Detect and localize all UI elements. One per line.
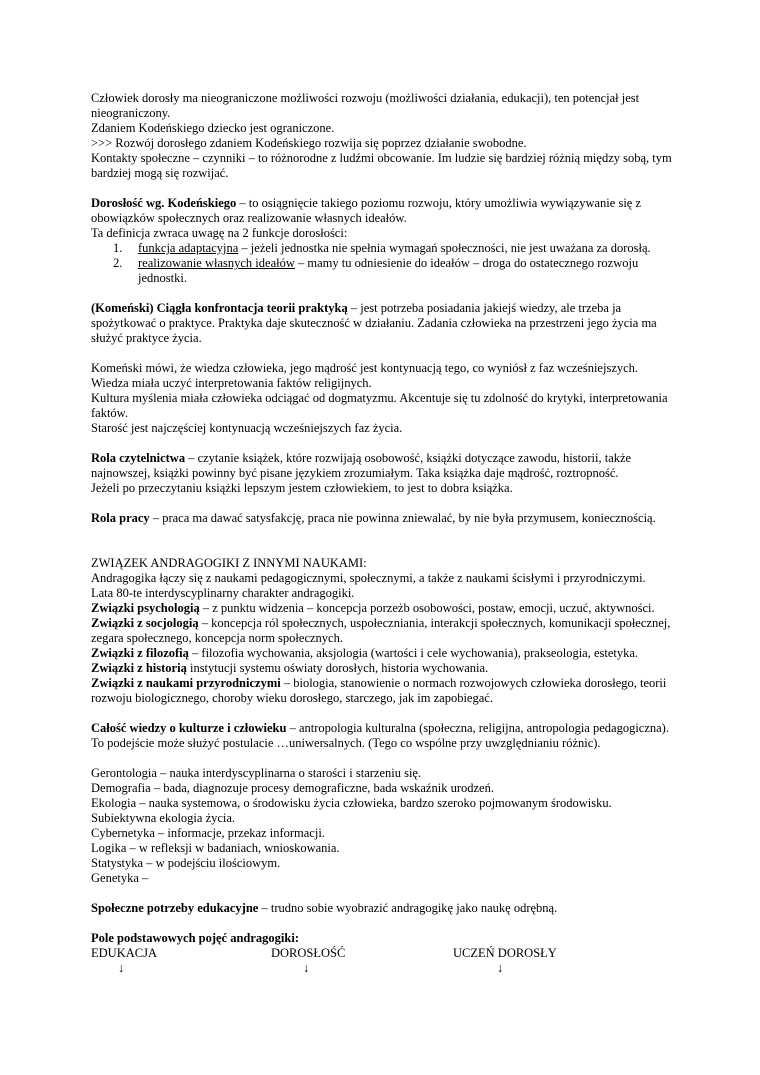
relation-paragraph: [91, 646, 681, 661]
paragraph: Zdaniem Kodeńskiego dziecko jest ograniczone.: [91, 121, 335, 135]
section-heading: ZWIĄZEK ANDRAGOGIKI Z INNYMI NAUKAMI:: [91, 556, 367, 570]
down-arrow-icon: ↓: [497, 961, 504, 975]
bold-term: Związki psychologią: [91, 601, 200, 615]
paragraph-text: – czytanie książek, które rozwijają osobowość, książki dotyczące zawodu, historii, także najnowszej, książki powinny być pisane językiem zrozumiałym. Taka książka daje mądrość, roztropność.: [91, 451, 632, 480]
concept-label-education: EDUKACJA: [91, 946, 157, 960]
bold-term: Całość wiedzy o kulturze i człowieku: [91, 721, 287, 735]
relation-paragraph: [91, 616, 681, 646]
paragraph-text: – filozofia wychowania, aksjologia (wartości i cele wychowania), prakseologia, estetyka.: [188, 646, 639, 660]
paragraph-text: – z punktu widzenia – koncepcja porzeżb osobowości, postaw, emocji, uczuć, aktywności.: [199, 601, 655, 615]
paragraph-text: – jest potrzeba posiadania jakiejś wiedzy, ale trzeba ja spożytkować o praktyce. Praktyka daje skuteczność w działaniu. Zadania człowieka na przestrzeni jego życia ma służyć praktyce życia.: [91, 301, 657, 345]
down-arrow-icon: ↓: [303, 961, 310, 975]
list-number: 2.: [113, 256, 123, 270]
paragraph: Człowiek dorosły ma nieograniczone możliwości rozwoju (możliwości działania, edukacji), ten potencjał jest nieograniczony.: [91, 91, 640, 120]
down-arrow-icon: ↓: [118, 961, 125, 975]
paragraph: Andragogika łączy się z naukami pedagogicznymi, społecznymi, a także z naukami ścisłymi i przyrodniczymi.: [91, 571, 646, 585]
paragraph-text: – praca ma dawać satysfakcję, praca nie powinna zniewalać, by nie była przymusem, koniecznością.: [149, 511, 656, 525]
bold-term: Społeczne potrzeby edukacyjne: [91, 901, 259, 915]
science-line: Subiektywna ekologia życia.: [91, 811, 236, 825]
paragraph-text: – antropologia kulturalna (społeczna, religijna, antropologia pedagogiczna). To podejście może służyć postulacie …uniwersalnych. (Tego co wspólne przy uwzględnianiu różnic).: [91, 721, 669, 750]
science-line: Logika – w refleksji w badaniach, wnioskowania.: [91, 841, 340, 855]
concept-label-adult-learner: UCZEŃ DOROSŁY: [453, 946, 557, 960]
paragraph: Lata 80-te interdyscyplinarny charakter andragogiki.: [91, 586, 355, 600]
bold-term: Związki z socjologią: [91, 616, 199, 630]
paragraph-text: – koncepcja ról społecznych, uspołeczniania, interakcji społecznych, komunikacji społecznej, zegara społecznego, koncepcja norm społecznych.: [91, 616, 671, 645]
paragraph: [91, 901, 681, 916]
paragraph: Ta definicja zwraca uwagę na 2 funkcje dorosłości:: [91, 226, 348, 240]
science-line: Gerontologia – nauka interdyscyplinarna o starości i starzeniu się.: [91, 766, 422, 780]
relation-paragraph: [91, 676, 681, 706]
concepts-heading: [91, 931, 681, 946]
paragraph: [91, 721, 681, 751]
paragraph-text: – biologia, stanowienie o normach rozwojowych człowieka dorosłego, teorii rozwoju biologicznego, choroby wieku dorosłego, starczego, jak im zapobiegać.: [91, 676, 667, 705]
bold-term: Dorosłość wg. Kodeńskiego: [91, 196, 237, 210]
paragraph: Jeżeli po przeczytaniu książki lepszym jestem człowiekiem, to jest to dobra książka.: [91, 481, 513, 495]
science-line: Statystyka – w podejściu ilościowym.: [91, 856, 281, 870]
bold-term: Rola pracy: [91, 511, 150, 525]
bold-term: Pole podstawowych pojęć andragogiki:: [91, 931, 299, 945]
paragraph: >>> Rozwój dorosłego zdaniem Kodeńskiego rozwija się poprzez działanie swobodne.: [91, 136, 527, 150]
bold-term: Rola czytelnictwa: [91, 451, 186, 465]
paragraph: Kontakty społeczne – czynniki – to różnorodne z ludźmi obcowanie. Im ludzie się bardziej różnią między sobą, tym bardziej mogą się rozwijać.: [91, 151, 672, 180]
paragraph: Kultura myślenia miała człowieka odciągać od dogmatyzmu. Akcentuje się tu zdolność do krytyki, interpretowania faktów.: [91, 391, 668, 420]
document-content: [91, 91, 681, 976]
concept-label-adulthood: DOROSŁOŚĆ: [271, 946, 346, 960]
concepts-arrows: [91, 961, 681, 976]
numbered-list: [91, 241, 681, 286]
paragraph: Wiedza miała uczyć interpretowania faktów religijnych.: [91, 376, 372, 390]
paragraph-text: – trudno sobie wyobrazić andragogikę jako naukę odrębną.: [258, 901, 558, 915]
list-number: 1.: [113, 241, 123, 255]
bold-term: Związki z filozofią: [91, 646, 189, 660]
science-line: Genetyka –: [91, 871, 149, 885]
science-line: Cybernetyka – informacje, przekaz informacji.: [91, 826, 325, 840]
list-item: [91, 256, 681, 286]
bold-term: Związki z naukami przyrodniczymi: [91, 676, 281, 690]
paragraph: Starość jest najczęściej kontynuacją wcześniejszych faz życia.: [91, 421, 403, 435]
bold-term: (Komeński) Ciągła konfrontacja teorii praktyką: [91, 301, 348, 315]
science-line: Ekologia – nauka systemowa, o środowisku życia człowieka, bardzo szeroko pojmowanym środowisku.: [91, 796, 612, 810]
list-item-text: – jeżeli jednostka nie spełnia wymagań społeczności, nie jest uważana za dorosłą.: [238, 241, 651, 255]
relation-paragraph: [91, 661, 681, 676]
paragraph: [91, 451, 681, 481]
science-line: Demografia – bada, diagnozuje procesy demograficzne, bada wskaźnik urodzeń.: [91, 781, 494, 795]
underlined-term: realizowanie własnych ideałów: [138, 256, 295, 270]
list-item: [91, 241, 681, 256]
paragraph: [91, 196, 681, 226]
paragraph-text: instytucji systemu oświaty dorosłych, historia wychowania.: [186, 661, 489, 675]
bold-term: Związki z historią: [91, 661, 187, 675]
paragraph-text: – to osiągnięcie takiego poziomu rozwoju, który umożliwia wywiązywanie się z obowiązków społecznych oraz realizowanie własnych ideałów.: [91, 196, 642, 225]
paragraph: Komeński mówi, że wiedza człowieka, jego mądrość jest kontynuacją tego, co wyniósł z faz wcześniejszych.: [91, 361, 639, 375]
underlined-term: funkcja adaptacyjna: [138, 241, 239, 255]
paragraph: [91, 301, 681, 346]
relation-paragraph: [91, 601, 681, 616]
paragraph: [91, 511, 681, 526]
concepts-columns: [91, 946, 681, 961]
list-item-text: – mamy tu odniesienie do ideałów – droga do ostatecznego rozwoju jednostki.: [138, 256, 639, 285]
